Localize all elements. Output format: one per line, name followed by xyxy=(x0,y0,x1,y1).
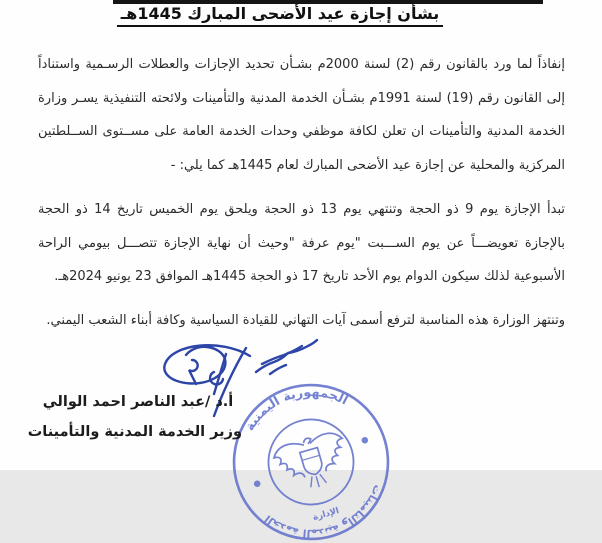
signatory-title: وزير الخدمة المدنية والتأمينات xyxy=(27,424,242,440)
body-line: وتنتهز الوزارة هذه المناسبة لترفع أسمى آيات التهاني للقيادة السياسية وكافة أبناء الشعب اليمني. xyxy=(46,312,565,328)
document-title-row xyxy=(0,4,560,27)
stamp-center-word: الإدارة xyxy=(311,506,341,524)
body-line: إلى القانون رقم (19) لسنة 1991م بشـأن الخدمة المدنية والتأمينات ولائحته التنفيذية يسـر وزارة xyxy=(38,90,565,106)
stamp-right-dot xyxy=(361,436,369,444)
document-body xyxy=(38,48,565,337)
paragraph-holiday-dates xyxy=(38,193,565,294)
eagle-emblem xyxy=(271,429,353,497)
official-round-stamp xyxy=(230,381,392,543)
document-title: بشأن إجازة عيد الأضحى المبارك 1445هـ xyxy=(117,4,444,27)
body-line: الأسبوعية لذلك سيكون الدوام يوم الأحد تاريخ 17 ذو الحجة 1445هـ الموافق 23 يونيو 2024هـ. xyxy=(54,269,565,284)
stamp-inner-ring xyxy=(258,409,363,514)
body-line: المركزية والمحلية عن إجازة عيد الأضحى المبارك لعام 1445هـ كما يلي: - xyxy=(170,157,565,173)
signatory-name: أ.د /عبد الناصر احمد الوالي xyxy=(42,394,234,410)
stamp-outer-ring xyxy=(230,381,392,543)
paragraph-congratulations xyxy=(38,304,565,338)
stamp-bottom-arc-text: الخدمة المدنية والتأمينات xyxy=(262,482,385,540)
body-line: تبدأ الإجازة يوم 9 ذو الحجة وتنتهي يوم 13 ذو الحجة ويلحق يوم الخميس تاريخ 14 ذو الحجة xyxy=(38,202,565,217)
stamp-top-arc-text: الجمهورية اليمنية xyxy=(241,384,351,434)
body-line: إنفاذاً لما ورد بالقانون رقم (2) لسنة 2000م بشـأن تحديد الإجازات والعطلات الرسـمية واستناداً xyxy=(38,57,565,72)
stamp-left-dot xyxy=(253,480,261,488)
paragraph-legal-basis xyxy=(38,48,565,182)
body-line: الخدمة المدنية والتأمينات ان تعلن لكافة موظفي وحدات الخدمة العامة على مســتوى الســلطتين xyxy=(38,124,565,139)
body-line: بالإجازة تعويضـــاً عن يوم الســـبت "يوم عرفة "وحيث أن نهاية الإجازة تتصـــل بيومي الراحة xyxy=(38,235,565,251)
